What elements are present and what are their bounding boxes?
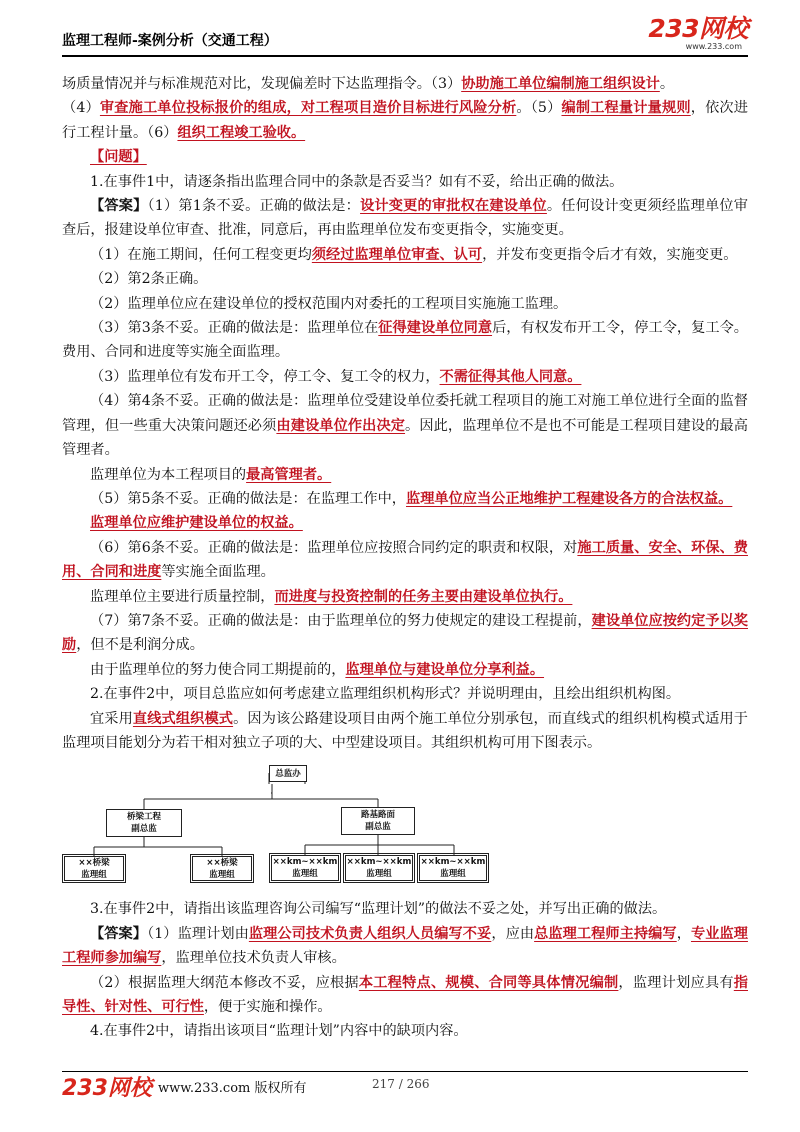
org-node-root: 总监办 bbox=[269, 765, 307, 782]
answer-1-item-1: 【答案】（1）第1条不妥。正确的做法是：设计变更的审批权在建设单位。任何设计变更须经监理单位审查后，报建设单位审查、批准，同意后，再由监理单位发布变更指令，实施变更。 bbox=[62, 198, 748, 239]
answer-1-item-7: （7）第7条不妥。正确的做法是：由于监理单位的努力使规定的建设工程提前，建设单位应按约定予以奖励，但不是利润分成。 bbox=[62, 612, 748, 654]
paragraph: 由于监理单位的努力使合同工期提前的，监理单位与建设单位分享利益。 bbox=[90, 661, 545, 678]
org-node-road-group-1: ××km~××km 监理组 bbox=[272, 857, 338, 880]
question-3: 3.在事件2中，请指出该监理咨询公司编写“监理计划”的做法不妥之处，并写出正确的做法。 bbox=[90, 901, 667, 918]
org-node-road-group-2: ××km~××km 监理组 bbox=[346, 857, 412, 880]
answer-1-item-6: （6）第6条不妥。正确的做法是：监理单位应按照合同约定的职责和权限，对施工质量、安全、环保、费用、合同和进度等实施全面监理。 bbox=[62, 539, 748, 581]
brand-block bbox=[648, 16, 748, 51]
paragraph: （1）在施工期间，任何工程变更均须经过监理单位审查、认可，并发布变更指令后才有效，实施变更。 bbox=[90, 246, 738, 263]
org-node-road-group-3: ××km~××km 监理组 bbox=[420, 857, 486, 880]
brand-logo: 233网校 bbox=[648, 14, 748, 43]
paragraph: 场质量情况并与标准规范对比，发现偏差时下达监理指令。（3）协助施工单位编制施工组织设计。 bbox=[62, 76, 675, 92]
answer-3-item-1: 【答案】（1）监理计划由监理公司技术负责人组织人员编写不妥，应由总监理工程师主持编写，专业监理工程师参加编写，监理单位技术负责人审核。 bbox=[62, 925, 748, 967]
header-title: 监理工程师-案例分析（交通工程） bbox=[62, 33, 278, 49]
paragraph: （2）监理单位应在建设单位的授权范围内对委托的工程项目实施施工监理。 bbox=[90, 295, 568, 312]
question-section-tag: 【问题】 bbox=[90, 149, 147, 166]
answer-1-item-4: （4）第4条不妥。正确的做法是：监理单位受建设单位委托就工程项目的施工对施工单位进行全面的监督管理，但一些重大决策问题还必须由建设单位作出决定。因此，监理单位不是也不可能是工程项目建设的最高管理者。 bbox=[62, 393, 748, 459]
org-node-bridge-deputy: 桥梁工程 副总监 bbox=[106, 809, 182, 837]
header-rule bbox=[62, 55, 748, 57]
brand-url: www.233.com bbox=[685, 42, 742, 51]
org-node-roadbed-deputy: 路基路面 副总监 bbox=[341, 807, 415, 835]
answer-1-item-2: （2）第2条正确。 bbox=[90, 271, 208, 288]
footer-rule bbox=[62, 1071, 748, 1072]
paragraph: （4）审查施工单位投标报价的组成，对工程项目造价目标进行风险分析。（5）编制工程量计量规则，依次进行工程计量。（6）组织工程竣工验收。 bbox=[62, 100, 748, 141]
footer-copyright: www.233.com 版权所有 bbox=[158, 1081, 307, 1096]
answer-1-item-5: （5）第5条不妥。正确的做法是：在监理工作中，监理单位应当公正地维护工程建设各方的合法权益。 bbox=[90, 490, 733, 507]
answer-2: 宜采用直线式组织模式。因为该公路建设项目由两个施工单位分别承包，而直线式的组织机构模式适用于监理项目能划分为若干相对独立子项的大、中型建设项目。其组织机构可用下图表示。 bbox=[62, 710, 748, 751]
question-1: 1.在事件1中，请逐条指出监理合同中的条款是否妥当？如有不妥，给出正确的做法。 bbox=[90, 173, 624, 190]
footer-logo: 233网校 bbox=[62, 1076, 152, 1101]
org-chart bbox=[62, 763, 748, 891]
paragraph: 监理单位应维护建设单位的权益。 bbox=[90, 515, 303, 532]
question-2: 2.在事件2中，项目总监应如何考虑建立监理组织机构形式？并说明理由，且绘出组织机构图。 bbox=[90, 686, 681, 703]
document-body bbox=[62, 72, 748, 1044]
answer-3-item-2: （2）根据监理大纲范本修改不妥，应根据本工程特点、规模、合同等具体情况编制，监理计划应具有指导性、针对性、可行性，便于实施和操作。 bbox=[62, 974, 748, 1015]
paragraph: 监理单位为本工程项目的最高管理者。 bbox=[90, 466, 332, 483]
org-node-bridge-group-2: ××桥梁 监理组 bbox=[192, 856, 252, 881]
paragraph: 监理单位主要进行质量控制，而进度与投资控制的任务主要由建设单位执行。 bbox=[90, 588, 573, 605]
paragraph: （3）监理单位有发布开工令，停工令、复工令的权力，不需征得其他人同意。 bbox=[90, 368, 582, 385]
question-4: 4.在事件2中，请指出该项目“监理计划”内容中的缺项内容。 bbox=[90, 1023, 468, 1040]
org-node-bridge-group-1: ××桥梁 监理组 bbox=[64, 856, 124, 881]
answer-1-item-3: （3）第3条不妥。正确的做法是：监理单位在征得建设单位同意后，有权发布开工令，停工令，复工令。费用、合同和进度等实施全面监理。 bbox=[62, 320, 748, 361]
page-number: 217 / 266 bbox=[372, 1077, 430, 1091]
